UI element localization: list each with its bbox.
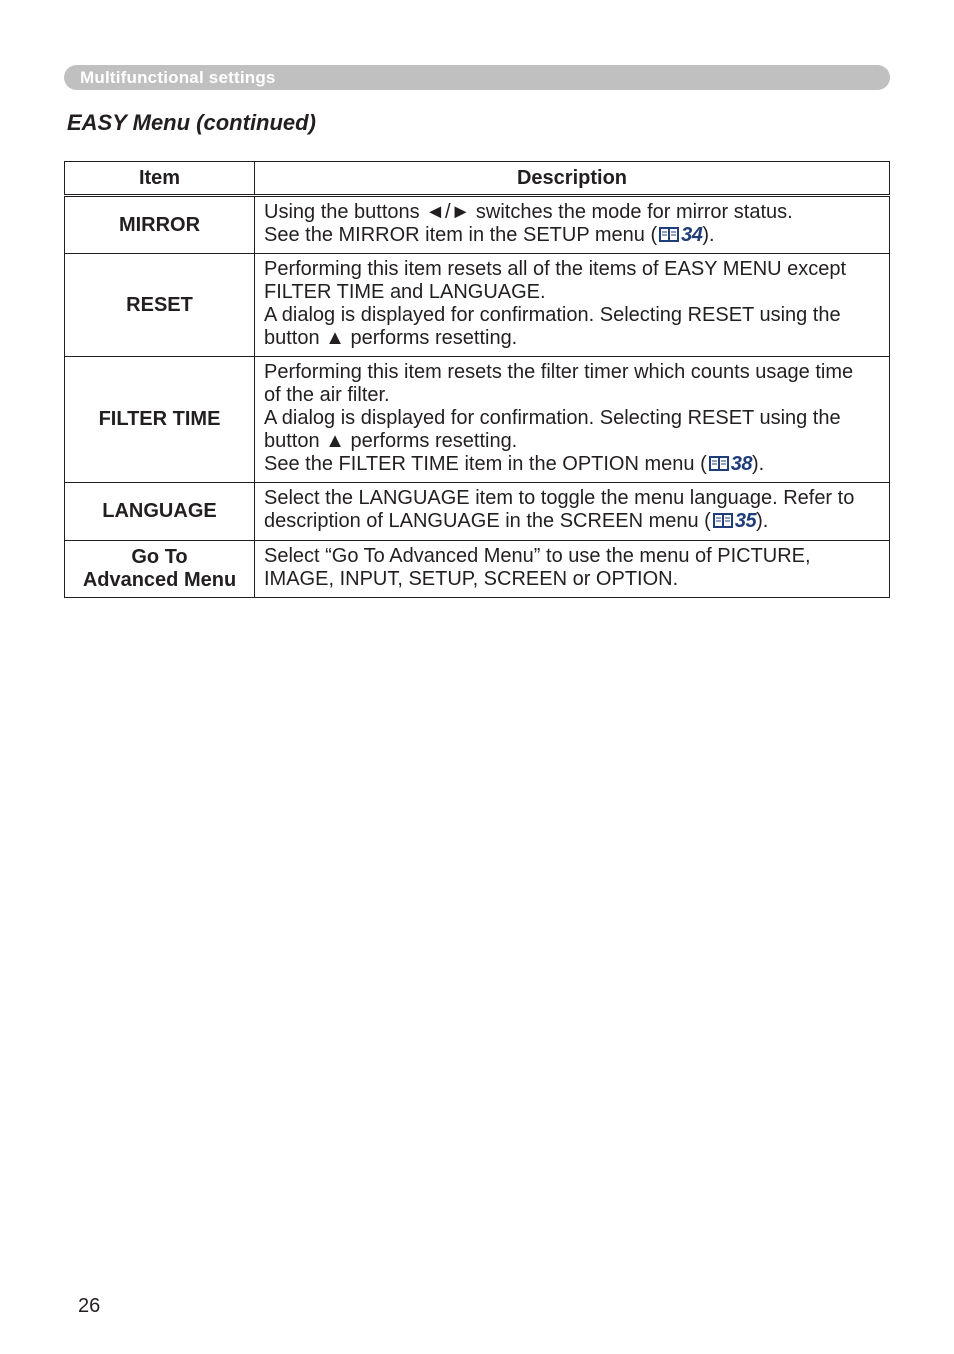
section-header-label: Multifunctional settings <box>80 68 276 87</box>
description-line: of the air filter. <box>264 384 390 406</box>
book-icon <box>658 226 680 243</box>
description-line: Performing this item resets all of the items of EASY MENU except <box>264 258 847 280</box>
page-reference: 38 <box>730 453 752 475</box>
table-header-row <box>65 162 890 196</box>
description-text: description of LANGUAGE in the SCREEN menu ( <box>264 510 711 532</box>
item-name: FILTER TIME <box>65 357 255 483</box>
section-header-bar <box>64 65 890 90</box>
table-row-reset <box>65 254 890 357</box>
item-description <box>255 254 890 357</box>
item-description <box>255 483 890 541</box>
description-line <box>264 510 879 533</box>
book-icon <box>708 455 730 472</box>
description-line <box>264 453 879 476</box>
description-text: ). <box>702 224 715 246</box>
easy-menu-table <box>64 161 890 598</box>
table-row-language <box>65 483 890 541</box>
page-number: 26 <box>78 1295 101 1317</box>
description-line: Using the buttons ◄/► switches the mode for mirror status. <box>264 201 793 223</box>
page-title: EASY Menu (continued) <box>67 110 316 135</box>
item-name <box>65 541 255 598</box>
item-name-line: Advanced Menu <box>82 569 237 591</box>
description-line: IMAGE, INPUT, SETUP, SCREEN or OPTION. <box>264 568 679 590</box>
description-line: Select “Go To Advanced Menu” to use the menu of PICTURE, <box>264 545 811 567</box>
description-text: ). <box>756 510 769 532</box>
column-header-item: Item <box>65 162 255 196</box>
page-reference: 34 <box>681 224 703 246</box>
item-name-line: Go To <box>131 546 188 568</box>
description-line: button ▲ performs resetting. <box>264 430 518 452</box>
page-reference: 35 <box>734 510 757 532</box>
item-description <box>255 196 890 254</box>
description-line: Select the LANGUAGE item to toggle the menu language. Refer to <box>264 487 855 509</box>
description-line: FILTER TIME and LANGUAGE. <box>264 281 546 303</box>
description-text: See the MIRROR item in the SETUP menu ( <box>264 224 658 246</box>
item-name: RESET <box>65 254 255 357</box>
column-header-description: Description <box>255 162 890 196</box>
item-description <box>255 541 890 598</box>
book-icon <box>712 512 734 529</box>
description-text: ). <box>751 453 765 475</box>
table-row-go-to-advanced-menu <box>65 541 890 598</box>
item-name: LANGUAGE <box>65 483 255 541</box>
description-text: See the FILTER TIME item in the OPTION menu ( <box>264 453 707 475</box>
description-line: A dialog is displayed for confirmation. Selecting RESET using the <box>264 304 841 326</box>
description-line: button ▲ performs resetting. <box>264 327 518 349</box>
description-line: A dialog is displayed for confirmation. Selecting RESET using the <box>264 407 841 429</box>
item-name: MIRROR <box>65 196 255 254</box>
item-description <box>255 357 890 483</box>
table-row-filter-time <box>65 357 890 483</box>
description-line: Performing this item resets the filter timer which counts usage time <box>264 361 854 383</box>
description-line <box>264 224 879 247</box>
table-row-mirror <box>65 196 890 254</box>
